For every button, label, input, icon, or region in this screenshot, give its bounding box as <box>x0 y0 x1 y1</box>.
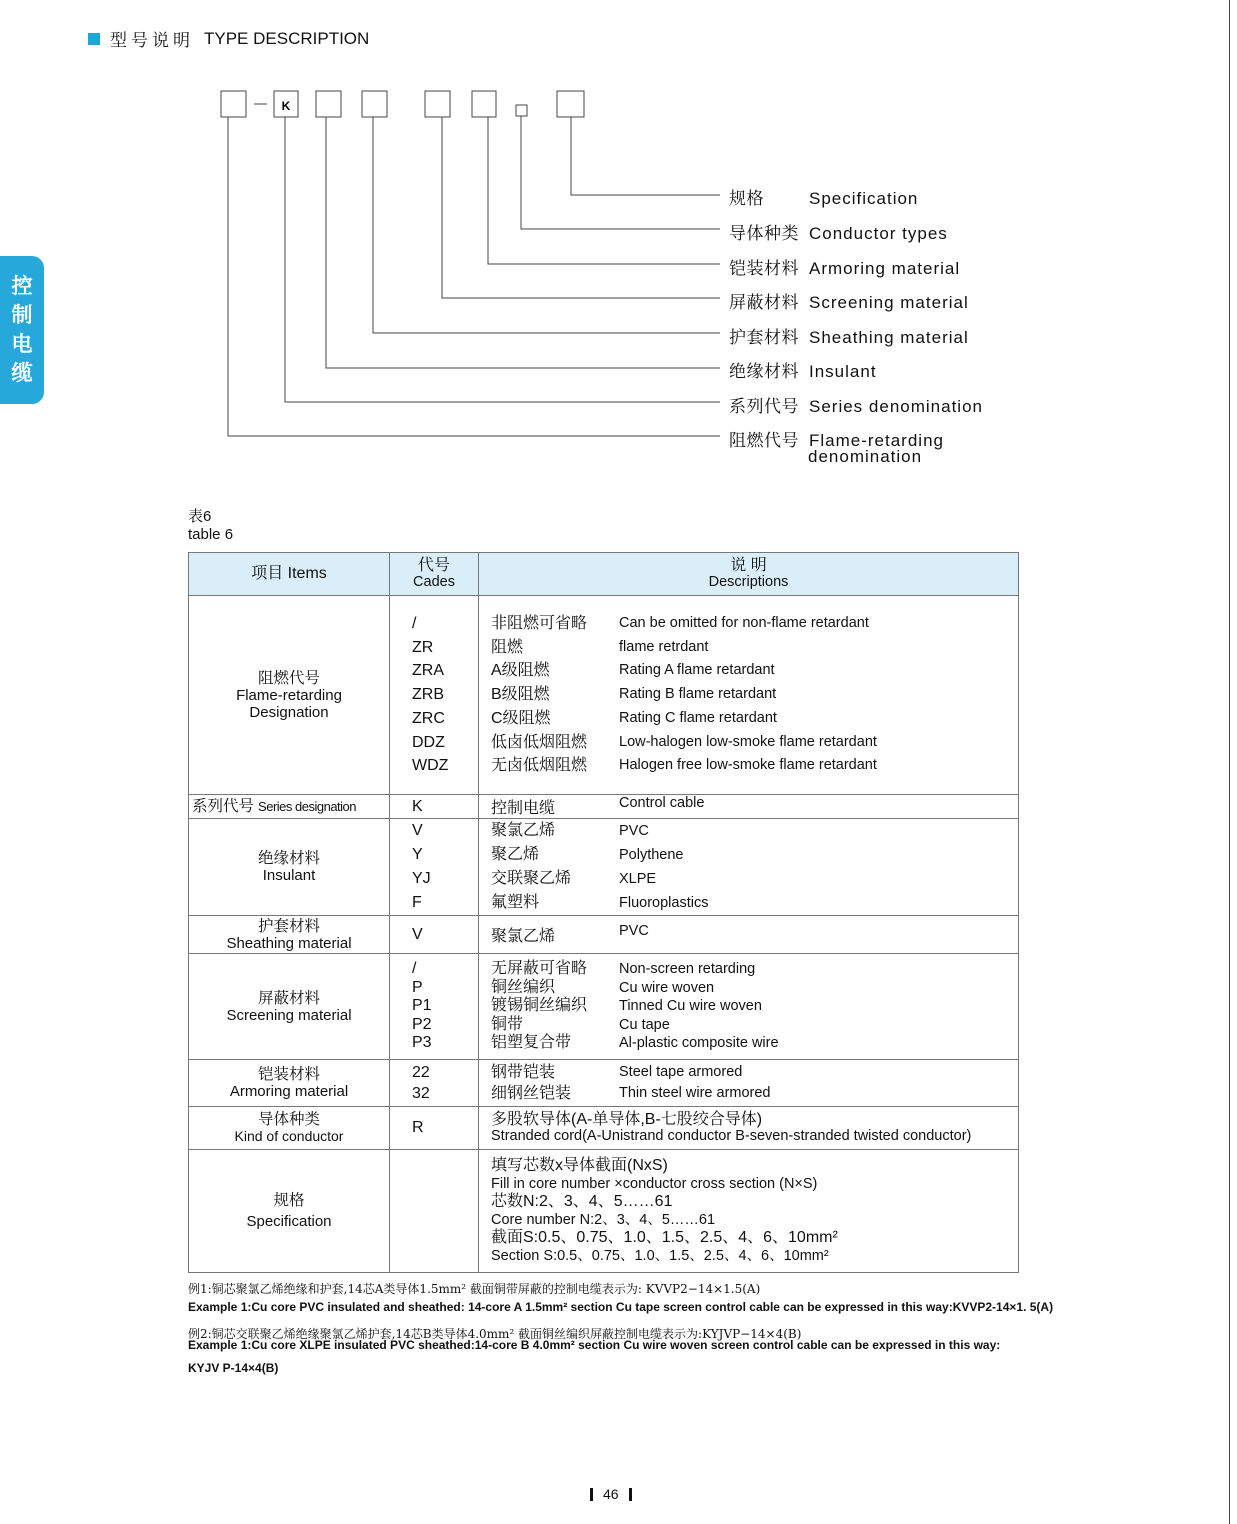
label-specification: 规格 Specification <box>729 189 919 208</box>
example-2-en: Example 1:Cu core XLPE insulated PVC sheathed:14-core B 4.0mm² section Cu wire woven screen control cable can be expressed in this way: <box>188 1338 1001 1352</box>
row-codes: V Y YJ F <box>390 819 479 916</box>
page-number-text: 46 <box>603 1486 619 1502</box>
row-codes: 22 32 <box>390 1060 479 1107</box>
row-codes: / P P1 P2 P3 <box>390 954 479 1060</box>
example-1-en: Example 1:Cu core PVC insulated and sheathed: 14-core A 1.5mm² section Cu tape screen control cable can be expressed in this way:KVVP2-14×1. 5(A) <box>188 1300 1054 1314</box>
label-series: 系列代号 Series denomination <box>729 397 983 416</box>
example-2-code: KYJV P-14×4(B) <box>188 1361 279 1375</box>
k-letter: K <box>281 99 291 113</box>
table-row <box>189 1150 1019 1273</box>
table-row <box>189 819 1019 916</box>
row-descriptions: 钢带铠装 Steel tape armored 细钢丝铠装 Thin steel wire armored <box>479 1060 1019 1107</box>
header-title-en: TYPE DESCRIPTION <box>204 28 370 48</box>
label-insulant: 绝缘材料 Insulant <box>729 362 877 381</box>
row-descriptions: 聚氯乙烯 PVC <box>479 916 1019 954</box>
side-tab-char: 制 <box>11 304 33 327</box>
example-2-cn: 例2:铜芯交联聚乙烯绝缘聚氯乙烯护套,14芯B类导体4.0mm² 截面铜丝编织屏蔽控制电缆表示为:KYJVP−14×4(B) <box>188 1327 802 1341</box>
header-descriptions: 说 明 Descriptions <box>479 553 1019 596</box>
type-designation-diagram <box>0 0 1237 480</box>
example-1-cn: 例1:铜芯聚氯乙烯绝缘和护套,14芯A类导体1.5mm² 截面铜带屏蔽的控制电缆表示为: KVVP2−14×1.5(A) <box>188 1282 761 1296</box>
table-row <box>189 1060 1019 1107</box>
header-items: 项目 Items <box>189 553 390 596</box>
side-tab-char: 缆 <box>11 362 33 385</box>
side-tab-char: 电 <box>11 333 33 356</box>
row-descriptions: 无屏蔽可省略 Non-screen retarding 铜丝编织 Cu wire woven 镀锡铜丝编织 Tinned Cu wire woven 铜带 Cu tape 铝塑复合带 Al-plastic composite wire <box>479 954 1019 1060</box>
row-item: 导体种类 Kind of conductor <box>189 1107 390 1150</box>
code-box-sheath <box>362 91 387 117</box>
label-conductor-types: 导体种类 Conductor types <box>729 224 948 243</box>
page-number <box>590 1486 632 1502</box>
row-item: 绝缘材料 Insulant <box>189 819 390 916</box>
table-header-row <box>189 553 1019 596</box>
row-descriptions: 非阻燃可省略 Can be omitted for non-flame retardant 阻燃 flame retrdant A级阻燃 Rating A flame retardant B级阻燃 Rating B flame retardant C级阻燃 Rating C flame retardant 低卤低烟阻燃 Low-halogen low-smoke flame retardant 无卤低烟阻燃 Halogen free low-smoke flame retardant <box>479 596 1019 795</box>
label-sheathing: 护套材料 Sheathing material <box>729 328 969 347</box>
code-box-insulant <box>316 91 341 117</box>
row-descriptions: 聚氯乙烯 PVC 聚乙烯 Polythene 交联聚乙烯 XLPE 氟塑料 Fluoroplastics <box>479 819 1019 916</box>
code-box-armor <box>472 91 496 117</box>
side-tab-char: 控 <box>11 275 33 298</box>
row-item: 护套材料 Sheathing material <box>189 916 390 954</box>
row-descriptions: 填写芯数x导体截面(NxS) Fill in core number ×conductor cross section (N×S) 芯数N:2、3、4、5……61 Core number N:2、3、4、5……61 截面S:0.5、0.75、1.0、1.5、2.5、4、6、10mm² Section S:0.5、0.75、1.0、1.5、2.5、4、6、10mm² <box>479 1150 1019 1273</box>
table-row <box>189 795 1019 819</box>
type-code-table <box>188 552 1019 1273</box>
row-item: 系列代号 Series designation <box>189 795 390 819</box>
row-descriptions: 多股软导体(A-单导体,B-七股绞合导体) Stranded cord(A-Unistrand conductor B-seven-stranded twisted conductor) <box>479 1107 1019 1150</box>
row-item: 规格 Specification <box>189 1150 390 1273</box>
page-bar-right <box>629 1488 632 1501</box>
label-flame-line2: denomination <box>808 447 923 466</box>
row-codes: / ZR ZRA ZRB ZRC DDZ WDZ <box>390 596 479 795</box>
table-row <box>189 954 1019 1060</box>
row-codes: R <box>390 1107 479 1150</box>
code-box-screen <box>425 91 450 117</box>
row-item: 屏蔽材料 Screening material <box>189 954 390 1060</box>
table-row <box>189 596 1019 795</box>
row-item: 铠装材料 Armoring material <box>189 1060 390 1107</box>
row-item: 阻燃代号 Flame-retarding Designation <box>189 596 390 795</box>
code-box-flame <box>221 91 246 117</box>
header-codes: 代号 Cades <box>390 553 479 596</box>
row-codes: K <box>390 795 479 819</box>
code-box-conductor <box>516 105 527 116</box>
label-armoring: 铠装材料 Armoring material <box>729 259 961 278</box>
label-flame: 阻燃代号 Flame-retarding <box>729 431 944 450</box>
table-row <box>189 916 1019 954</box>
table-caption <box>188 508 233 544</box>
table-caption-en: table 6 <box>188 526 234 543</box>
header-title-cn: 型号说明 <box>110 31 194 50</box>
code-box-spec <box>557 91 584 117</box>
page-bar-left <box>590 1488 593 1501</box>
row-codes <box>390 1150 479 1273</box>
row-descriptions: 控制电缆 Control cable <box>479 795 1019 819</box>
row-codes: V <box>390 916 479 954</box>
label-screening: 屏蔽材料 Screening material <box>729 293 969 312</box>
table-row <box>189 1107 1019 1150</box>
table-caption-cn: 表6 <box>188 508 212 525</box>
